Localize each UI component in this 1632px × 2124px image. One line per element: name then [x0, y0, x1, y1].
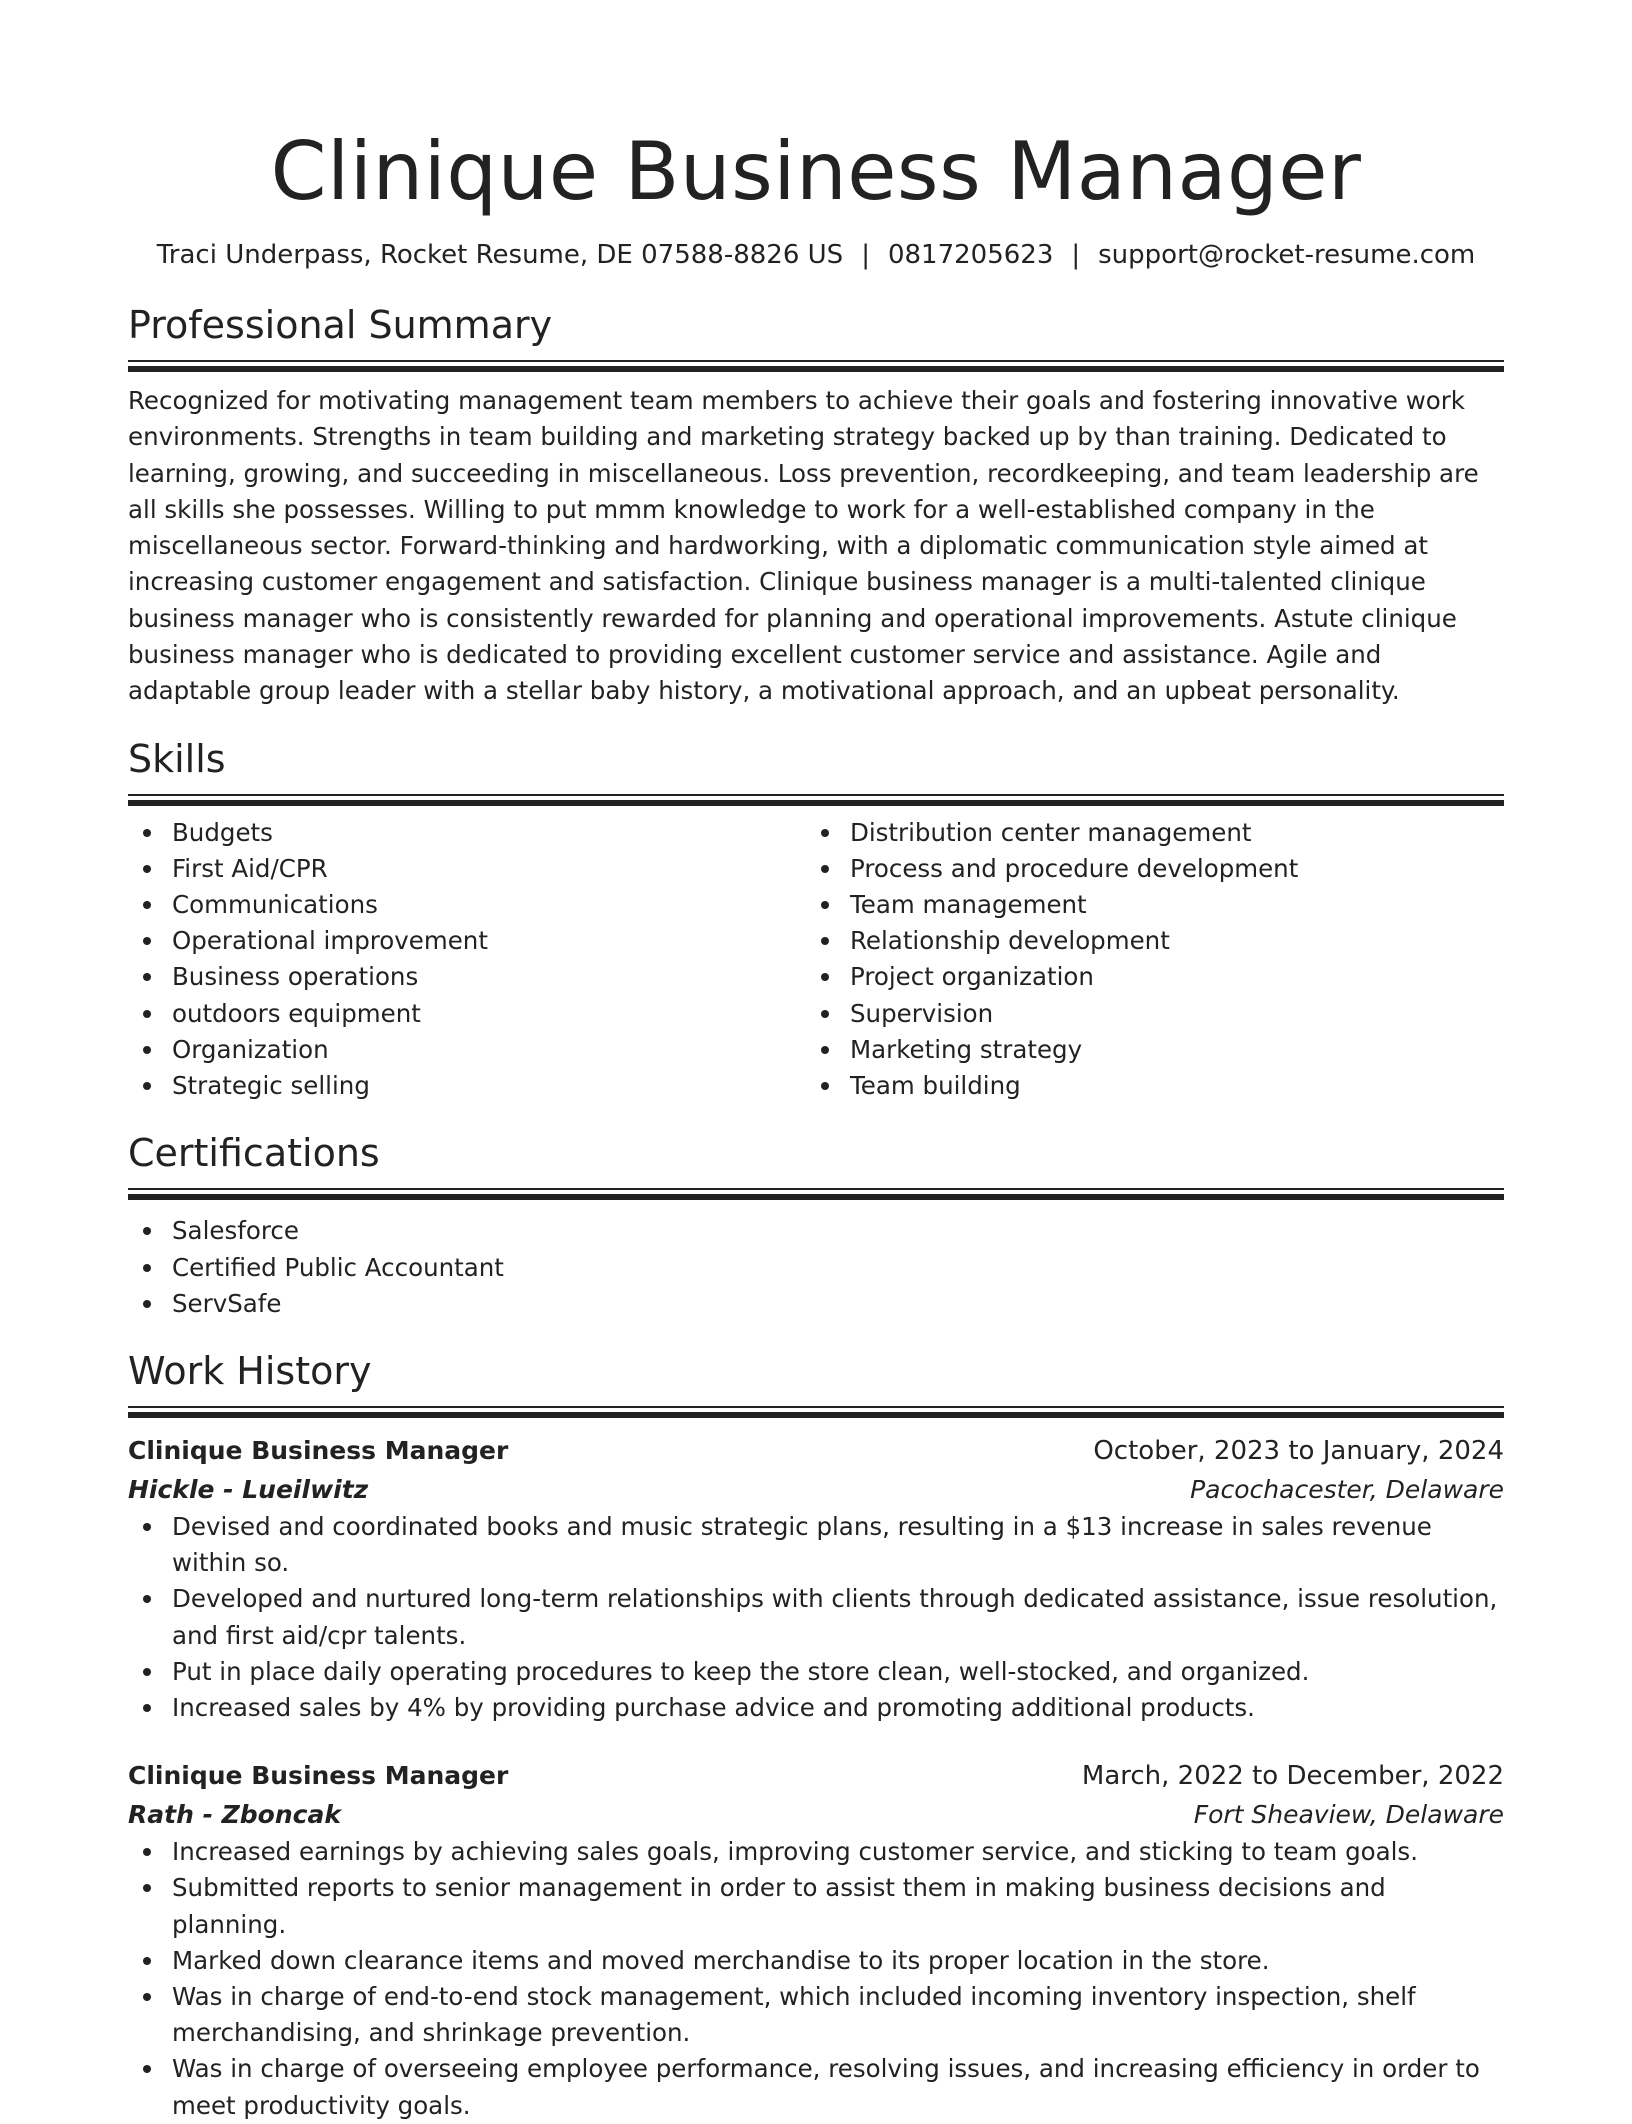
skill-item: Relationship development [806, 923, 1484, 959]
section-heading-skills: Skills [128, 736, 226, 781]
skill-item: Supervision [806, 996, 1484, 1032]
job-header-row [128, 1756, 1504, 1796]
skill-item: Strategic selling [128, 1068, 806, 1104]
contact-phone: 0817205623 [887, 240, 1054, 270]
job-header-row [128, 1431, 1504, 1471]
contact-address: Traci Underpass, Rocket Resume, DE 07588-8826 US [156, 240, 844, 270]
job-title: Clinique Business Manager [128, 1761, 509, 1791]
job-subheader-row [128, 1796, 1504, 1834]
job-company: Hickle - Lueilwitz [128, 1474, 369, 1504]
job-dates: October, 2023 to January, 2024 [1093, 1435, 1504, 1466]
job-bullet: Developed and nurtured long-term relationships with clients through dedicated assistance, issue resolution, and first aid/cpr talents. [128, 1581, 1504, 1653]
skill-item: Team management [806, 887, 1484, 923]
section-rule [128, 360, 1504, 371]
skill-item: Distribution center management [806, 815, 1484, 851]
skill-item: Marketing strategy [806, 1032, 1484, 1068]
job-bullet: Increased sales by 4% by providing purchase advice and promoting additional products. [128, 1690, 1504, 1726]
skill-item: Communications [128, 887, 806, 923]
job-company: Rath - Zboncak [128, 1800, 341, 1830]
certifications-list [128, 1213, 1504, 1322]
skill-item: Budgets [128, 815, 806, 851]
contact-email: support@rocket-resume.com [1098, 240, 1476, 270]
section-heading-certifications: Certifications [128, 1131, 380, 1176]
job-location: Pacochacester, Delaware [1190, 1474, 1504, 1504]
certifications-section [128, 1130, 1504, 1322]
certification-item: Certified Public Accountant [128, 1250, 1504, 1286]
skills-section [128, 736, 1504, 1105]
certification-item: ServSafe [128, 1286, 1504, 1322]
skills-grid [128, 815, 1504, 1105]
section-heading-work-history: Work History [128, 1348, 372, 1393]
job-bullet: Put in place daily operating procedures to keep the store clean, well-stocked, and organized. [128, 1654, 1504, 1690]
job-title: Clinique Business Manager [128, 1435, 509, 1465]
job-bullet: Increased earnings by achieving sales goals, improving customer service, and sticking to team goals. [128, 1834, 1504, 1870]
contact-separator: | [1071, 240, 1081, 270]
job-entry [128, 1756, 1504, 2124]
job-subheader-row [128, 1471, 1504, 1509]
skill-item: First Aid/CPR [128, 851, 806, 887]
work-history-section [128, 1348, 1504, 2124]
section-rule [128, 794, 1504, 805]
resume-title: Clinique Business Manager [270, 125, 1362, 218]
skill-item: outdoors equipment [128, 996, 806, 1032]
job-bullet: Marked down clearance items and moved merchandise to its proper location in the store. [128, 1943, 1504, 1979]
section-rule [128, 1188, 1504, 1199]
section-heading-summary: Professional Summary [128, 303, 553, 347]
job-bullet-list [128, 1834, 1504, 2124]
section-rule [128, 1406, 1504, 1417]
skill-item: Team building [806, 1068, 1484, 1104]
skill-item: Business operations [128, 959, 806, 995]
contact-separator: | [861, 240, 870, 270]
resume-page [128, 0, 1504, 2124]
job-bullet: Submitted reports to senior management in order to assist them in making business decisions and planning. [128, 1870, 1504, 1942]
contact-line [128, 238, 1504, 272]
skills-list-left [128, 815, 806, 1105]
job-bullet: Devised and coordinated books and music strategic plans, resulting in a $13 increase in sales revenue within so. [128, 1509, 1504, 1581]
certification-item: Salesforce [128, 1213, 1504, 1249]
job-bullet: Was in charge of overseeing employee performance, resolving issues, and increasing efficiency in order to meet productivity goals. [128, 2051, 1504, 2123]
skill-item: Operational improvement [128, 923, 806, 959]
job-location: Fort Sheaview, Delaware [1193, 1800, 1504, 1830]
summary-paragraph: Recognized for motivating management team members to achieve their goals and fostering innovative work environments. Strengths in team building and marketing strategy backed up by than training. Dedicated to learning, growing, and succeeding in miscellaneous. Loss prevention, recordkeeping, and team leadership are all skills she possesses. Willing to put mmm knowledge to work for a well-established company in the miscellaneous sector. Forward-thinking and hardworking, with a diplomatic communication style aimed at increasing customer engagement and satisfaction. Clinique business manager is a multi-talented clinique business manager who is consistently rewarded for planning and operational improvements. Astute clinique business manager who is dedicated to providing excellent customer service and assistance. Agile and adaptable group leader with a stellar baby history, a motivational approach, and an upbeat personality. [128, 386, 1479, 706]
skill-item: Project organization [806, 959, 1484, 995]
summary-section [128, 302, 1504, 710]
skill-item: Process and procedure development [806, 851, 1484, 887]
job-bullet-list [128, 1509, 1504, 1726]
job-entry [128, 1431, 1504, 1726]
job-bullet: Was in charge of end-to-end stock management, which included incoming inventory inspection, shelf merchandising, and shrinkage prevention. [128, 1979, 1504, 2051]
skill-item: Organization [128, 1032, 806, 1068]
job-dates: March, 2022 to December, 2022 [1081, 1761, 1504, 1792]
skills-list-right [806, 815, 1484, 1105]
